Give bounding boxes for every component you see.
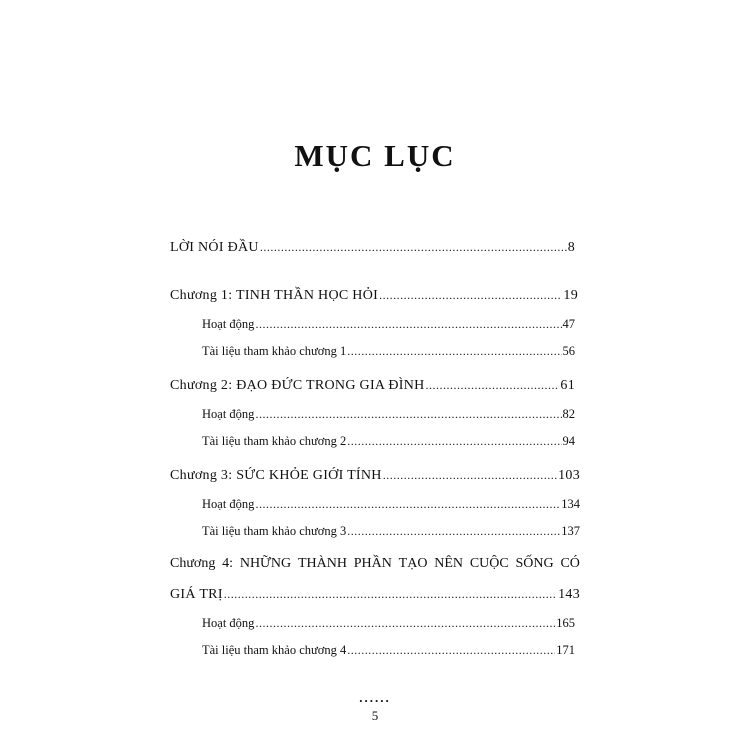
dot-leader [255,497,560,512]
toc-page-number: 82 [562,407,575,421]
toc-label: Hoạt động [202,497,255,511]
toc-page-number: 61 [560,378,575,393]
toc-page-number: 171 [556,643,575,657]
toc-page-number: 19 [563,288,578,303]
toc-label: Chương 2: ĐẠO ĐỨC TRONG GIA ĐÌNH [170,378,425,393]
toc-word: 4: [222,556,234,571]
toc-label: Chương 1: TINH THẦN HỌC HỎI [170,288,379,303]
toc-label: Hoạt động [202,616,255,630]
dot-leader [255,616,555,631]
toc-label: Tài liệu tham khảo chương 3 [202,524,347,538]
toc-word: NÊN [434,556,464,571]
toc-word: THÀNH [297,556,347,571]
toc-label: Hoạt động [202,407,255,421]
toc-label: GIÁ TRỊ [170,587,223,602]
toc-entry-chapter-3-activity [202,497,580,512]
dot-leader [347,344,561,359]
toc-label: Chương 3: SỨC KHỎE GIỚI TÍNH [170,468,382,483]
dot-leader [255,317,561,332]
toc-page-number: 94 [562,434,575,448]
toc-word: SỐNG [515,556,554,571]
toc-entry-chapter-4-activity [202,616,575,631]
dot-leader [347,643,555,658]
toc-entry-chapter-1-references [202,344,575,359]
toc-page-number: 56 [562,344,575,358]
dot-leader [347,434,561,449]
toc-entry-chapter-4-references [202,643,575,658]
toc-entry-chapter-3-references [202,524,580,539]
toc-word: TẠO [398,556,428,571]
dot-leader [260,240,567,255]
dot-leader [224,587,557,602]
dot-leader [255,407,561,422]
toc-entry-chapter-2-references [202,434,575,449]
toc-word: NHỮNG [239,556,292,571]
toc-entry-preface [170,240,575,256]
toc-entry-chapter-4-title-line-1 [170,556,580,572]
toc-entry-chapter-1-activity [202,317,575,332]
dot-leader [426,378,560,393]
toc-page-number: 137 [561,524,580,538]
toc-label: Tài liệu tham khảo chương 2 [202,434,347,448]
toc-word: Chương [170,556,216,571]
dot-leader [379,288,562,303]
toc-page-number: 103 [558,468,580,483]
toc-label: Tài liệu tham khảo chương 4 [202,643,347,657]
toc-word: PHẦN [353,556,392,571]
toc-entry-chapter-2 [170,378,575,394]
toc-entry-chapter-3 [170,468,580,484]
toc-page-number: 47 [562,317,575,331]
toc-entry-chapter-4-title-line-2 [170,587,580,603]
toc-page-number: 165 [556,616,575,630]
toc-label: Tài liệu tham khảo chương 1 [202,344,347,358]
toc-page-number: 134 [561,497,580,511]
dot-leader [347,524,560,539]
footer-page-number: 5 [371,708,379,723]
toc-entry-chapter-1 [170,288,578,304]
toc-entry-chapter-2-activity [202,407,575,422]
dot-leader [383,468,557,483]
toc-word: CUỘC [469,556,509,571]
toc-label: Hoạt động [202,317,255,331]
toc-page-number: 8 [567,240,575,255]
page-title: MỤC LỤC [294,138,456,173]
footer-ornament: ...... [359,690,391,705]
toc-page-number: 143 [558,587,580,602]
toc-word: CÓ [560,556,580,571]
toc-label: LỜI NÓI ĐẦU [170,240,259,255]
